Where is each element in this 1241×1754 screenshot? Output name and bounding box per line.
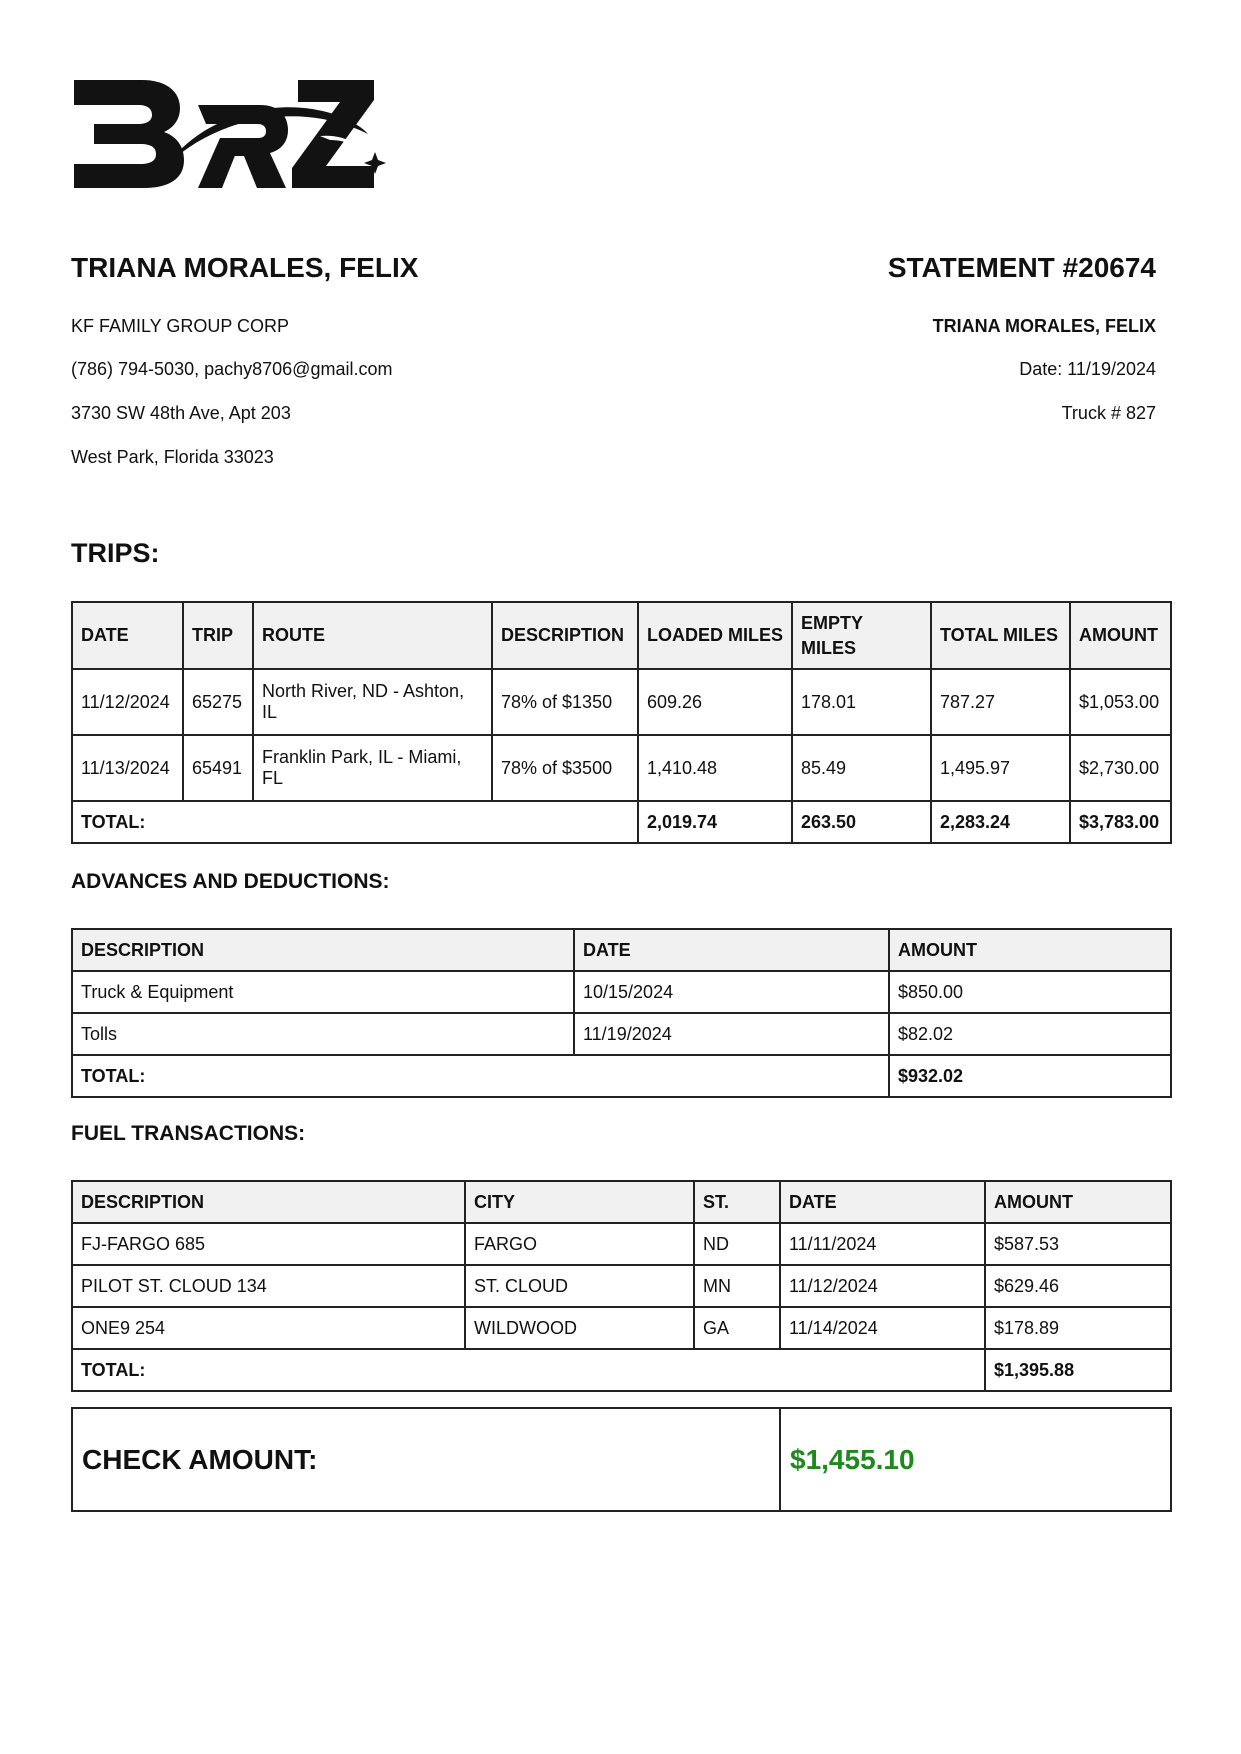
trip-date: 11/13/2024: [72, 735, 183, 801]
trip-loaded-miles: 1,410.48: [638, 735, 792, 801]
table-row: [72, 971, 1171, 1013]
advances-total-amount: $932.02: [889, 1055, 1171, 1097]
trip-number: 65275: [183, 669, 253, 735]
fuel-heading: FUEL TRANSACTIONS:: [71, 1122, 306, 1145]
fuel-col-amount: AMOUNT: [985, 1181, 1171, 1223]
advances-heading: ADVANCES AND DEDUCTIONS:: [71, 870, 390, 893]
fuel-date: 11/12/2024: [780, 1265, 985, 1307]
advances-total-row: [72, 1055, 1171, 1097]
fuel-state: GA: [694, 1307, 780, 1349]
table-row: [72, 735, 1171, 801]
fuel-amount: $178.89: [985, 1307, 1171, 1349]
fuel-col-description: DESCRIPTION: [72, 1181, 465, 1223]
advance-description: Truck & Equipment: [72, 971, 574, 1013]
trip-number: 65491: [183, 735, 253, 801]
trips-col-trip: TRIP: [183, 602, 253, 669]
trip-empty-miles: 85.49: [792, 735, 931, 801]
statement-title: STATEMENT #20674: [887, 252, 1156, 283]
advances-total-label: TOTAL:: [72, 1055, 889, 1097]
fuel-city: ST. CLOUD: [465, 1265, 694, 1307]
trip-amount: $2,730.00: [1070, 735, 1171, 801]
trips-col-amount: AMOUNT: [1070, 602, 1171, 669]
trip-description: 78% of $1350: [492, 669, 638, 735]
driver-name: TRIANA MORALES, FELIX: [71, 252, 419, 283]
trip-total-miles: 787.27: [931, 669, 1070, 735]
trips-total-amount: $3,783.00: [1070, 801, 1171, 843]
trips-total-row: [72, 801, 1171, 843]
advances-header-row: [72, 929, 1171, 971]
fuel-description: ONE9 254: [72, 1307, 465, 1349]
trip-description: 78% of $3500: [492, 735, 638, 801]
advances-col-description: DESCRIPTION: [72, 929, 574, 971]
fuel-state: MN: [694, 1265, 780, 1307]
table-row: [72, 1013, 1171, 1055]
check-amount-label: CHECK AMOUNT:: [72, 1408, 780, 1511]
table-row: [72, 669, 1171, 735]
advance-date: 11/19/2024: [574, 1013, 889, 1055]
trip-route: Franklin Park, IL - Miami, FL: [253, 735, 492, 801]
fuel-date: 11/11/2024: [780, 1223, 985, 1265]
table-row: [72, 1223, 1171, 1265]
trips-col-description: DESCRIPTION: [492, 602, 638, 669]
fuel-col-date: DATE: [780, 1181, 985, 1223]
trips-table: [71, 601, 1172, 844]
trips-total-label: TOTAL:: [72, 801, 638, 843]
advance-date: 10/15/2024: [574, 971, 889, 1013]
advances-table: [71, 928, 1172, 1098]
fuel-city: WILDWOOD: [465, 1307, 694, 1349]
trips-col-loaded-miles: LOADED MILES: [638, 602, 792, 669]
trip-route: North River, ND - Ashton, IL: [253, 669, 492, 735]
fuel-table: [71, 1180, 1172, 1392]
contact-info: (786) 794-5030, pachy8706@gmail.com: [71, 359, 393, 379]
advance-amount: $850.00: [889, 971, 1171, 1013]
trip-date: 11/12/2024: [72, 669, 183, 735]
trip-amount: $1,053.00: [1070, 669, 1171, 735]
brz-logo: [72, 78, 390, 190]
check-amount-box: [71, 1407, 1172, 1512]
truck-number: Truck # 827: [1061, 403, 1156, 423]
trips-col-total-miles: TOTAL MILES: [931, 602, 1070, 669]
table-row: [72, 1265, 1171, 1307]
fuel-description: FJ-FARGO 685: [72, 1223, 465, 1265]
trip-empty-miles: 178.01: [792, 669, 931, 735]
trips-header-row: [72, 602, 1171, 669]
advance-amount: $82.02: [889, 1013, 1171, 1055]
trip-loaded-miles: 609.26: [638, 669, 792, 735]
fuel-amount: $587.53: [985, 1223, 1171, 1265]
trips-total-empty: 263.50: [792, 801, 931, 843]
trips-col-date: DATE: [72, 602, 183, 669]
fuel-date: 11/14/2024: [780, 1307, 985, 1349]
fuel-city: FARGO: [465, 1223, 694, 1265]
fuel-description: PILOT ST. CLOUD 134: [72, 1265, 465, 1307]
fuel-total-amount: $1,395.88: [985, 1349, 1171, 1391]
fuel-amount: $629.46: [985, 1265, 1171, 1307]
trips-col-route: ROUTE: [253, 602, 492, 669]
trips-heading: TRIPS:: [71, 538, 160, 568]
address-line-1: 3730 SW 48th Ave, Apt 203: [71, 403, 291, 423]
advances-col-date: DATE: [574, 929, 889, 971]
trips-total-loaded: 2,019.74: [638, 801, 792, 843]
fuel-header-row: [72, 1181, 1171, 1223]
fuel-col-city: CITY: [465, 1181, 694, 1223]
table-row: [72, 1307, 1171, 1349]
advances-col-amount: AMOUNT: [889, 929, 1171, 971]
statement-driver-name: TRIANA MORALES, FELIX: [932, 316, 1156, 336]
fuel-total-label: TOTAL:: [72, 1349, 985, 1391]
fuel-state: ND: [694, 1223, 780, 1265]
trips-col-empty-miles: EMPTY MILES: [792, 602, 931, 669]
address-line-2: West Park, Florida 33023: [71, 447, 274, 467]
company-name: KF FAMILY GROUP CORP: [71, 316, 290, 336]
fuel-total-row: [72, 1349, 1171, 1391]
statement-date: Date: 11/19/2024: [1019, 359, 1156, 379]
advance-description: Tolls: [72, 1013, 574, 1055]
trips-total-miles: 2,283.24: [931, 801, 1070, 843]
trip-total-miles: 1,495.97: [931, 735, 1070, 801]
check-amount-value: $1,455.10: [780, 1408, 1171, 1511]
fuel-col-state: ST.: [694, 1181, 780, 1223]
